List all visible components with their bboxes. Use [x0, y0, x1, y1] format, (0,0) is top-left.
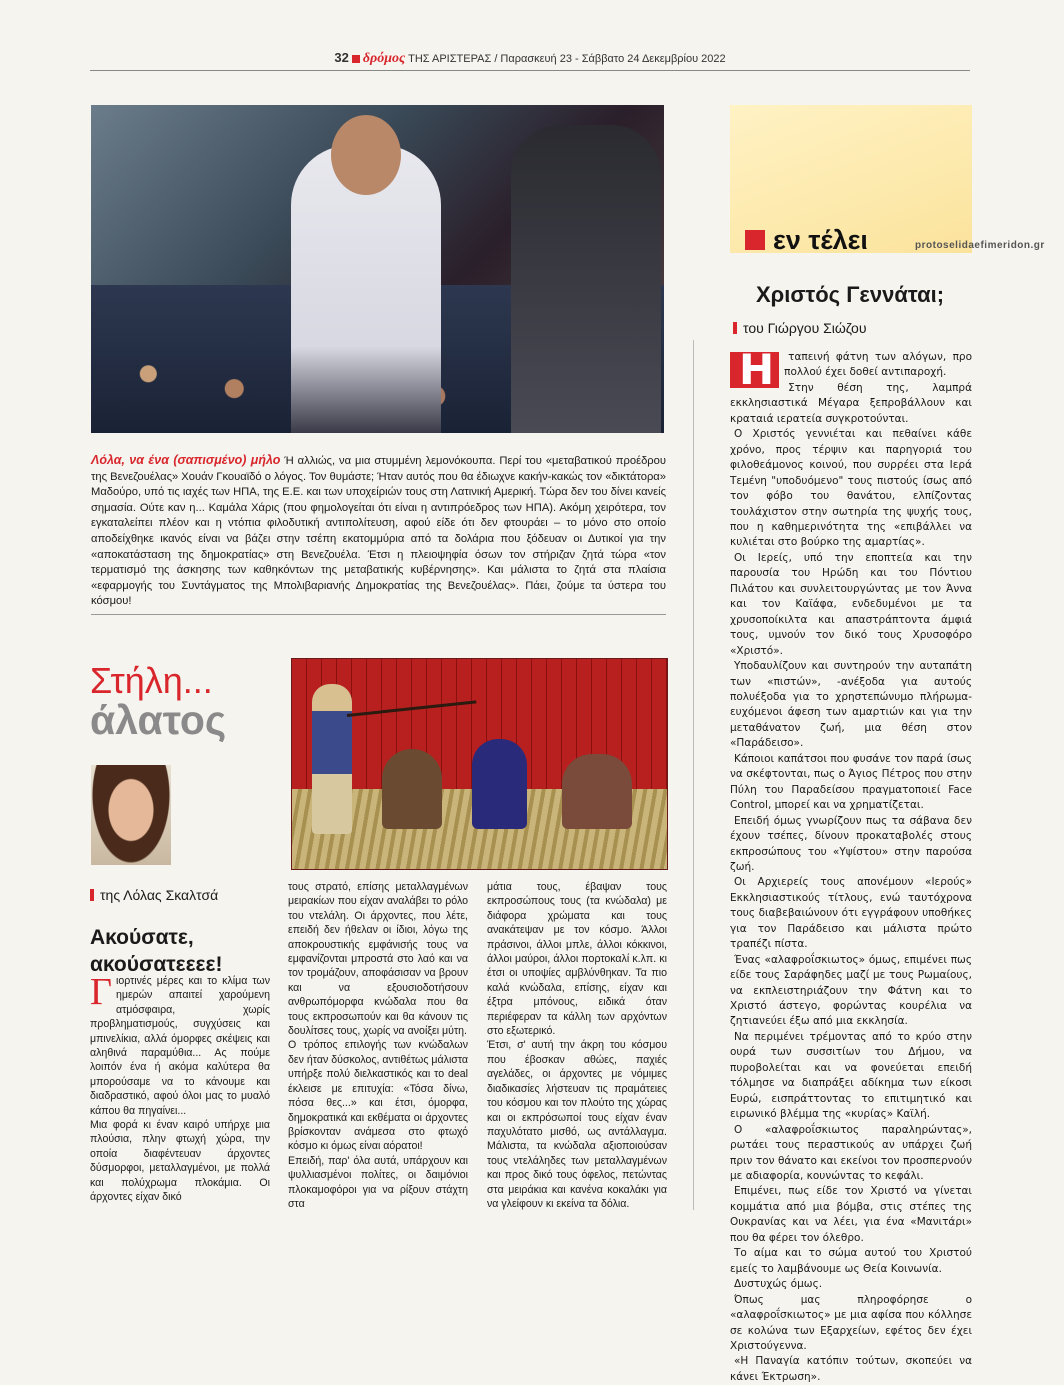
red-square-icon [745, 230, 765, 250]
photo-bystander [511, 125, 661, 433]
section-divider [91, 614, 666, 615]
paragraph: Στην θέση της, λαμπρά εκκλησιαστικά Μέγαρα ξεπροβάλλουν και κραταιά ιερατεία συγκροτούνται. [730, 381, 972, 425]
painting-rod [347, 700, 477, 717]
caption-text: Ή αλλιώς, να μια στυμμένη λεμονόκουπα. Περί του «μεταβατικού προέδρου της Βενεζουέλας» Χουάν Γκουαϊδό ο λόγος. Τον θυμάστε; Ήταν αυτός που θα έδιωχνε κακήν-κακώς τον «δικτάτορα» Μαδούρο, υπό τις ιαχές των ΗΠΑ, της Ε.Ε. και των υποχείριών τους στη Λατινική Αμερική. Τώρα δεν του δίνει κανείς σημασία. Ούτε καν η... Καμάλα Χάρις (που φημολογείται ότι είναι η αντιπρόεδρος των ΗΠΑ). Ακόμη χειρότερα, τον εγκαταλείπει πλέον και η ντόπια φιλοδυτική αντιπολίτευση, αφού είδε ότι δεν φτουράει – το μόνο στο οποίο αποδείχθηκε ικανός είναι να βάζει στην τσέπη εκατομμύρια από τα δολάρια που ξόδευαν οι Δυτικοί για την «αποκατάσταση της δημοκρατίας» στη Βενεζουέλα. Έτσι η πλειοψηφία όσων τον στήριζαν ζητά τώρα «τον τερματισμό της άσκησης των καθηκόντων της μεταβατικής κυβέρνησης». Και μάλιστα το ζητά στα πλαίσια «εφαρμογής του Συντάγματος της Μπολιβαριανής Δημοκρατίας της Βενεζουέλας». Πάει, ζούμε τα ύστερα του κόσμου! [91, 455, 667, 608]
photo-caption [91, 453, 666, 610]
paragraph: ταπεινή φάτνη των αλόγων, προ πολλού έχει δοθεί αντιπαροχή. [784, 351, 972, 379]
article-column-c [487, 880, 667, 1211]
paragraph: Ένας «αλαφροΐσκιωτος» όμως, επιμένει πως είδε τους Σαράφηδες μαζί με τους Ρωμαίους, να εκπλειστηριάζουν την Φάτνη και το Χριστό άστεγο, φορώντας κουρέλια να ζητιανεύει έξω από μια εκκλησία. [730, 953, 972, 1028]
painting-overseer [312, 684, 352, 834]
column-name-bottom: άλατος [90, 697, 227, 743]
paragraph: Κάποιοι καπάτσοι που φυσάνε τον παρά ίσως να σκέφτονται, πως ο Άγιος Πέτρος που στην Πύλη του Παραδείσου πραγματοποιεί Face Control, μπορεί και να χρηματίζεται. [730, 752, 972, 812]
column-text: μάτια τους, έβαψαν τους εκπροσώπους τους (τα κνώδαλα) με διάφορα χρώματα και τους ανακάτεψαν με τον κόσμο. Άλλοι πράσινοι, άλλοι μπλε, άλλοι κόκκινοι, άλλοι μαύροι, άλλοι πορτοκαλί κ.λπ. κι έτσι οι υποψίες αμβλύνθηκαν. Τα πιο καλά κνώδαλα, επίσης, είχαν και έξτρα μπόνους, ειδικά όταν περιέφεραν τα κάλλη των αρχόντων στο εξωτερικό. Έτσι, σ' αυτή την άκρη του κόσμου που έβοσκαν αθώες, παχιές αγελάδες, οι άρχοντες με νόμιμες διαδικασίες λήστευαν τις πραμάτειες του κόσμου και τον πλούτο της χώρας και οι εκπρόσωποί τους είχαν έναν παχυλότατο μισθό, ως αντάλλαγμα. Μάλιστα, τα κνώδαλα αξιοποιούσαν τους ντελάληδες των μεταλλαγμένων και προς δικό τους όφελος, πετώντας στα μειράκια και κανένα κοκαλάκι για να γλείφουν κι εκείνα τα δόλια. [487, 881, 667, 1210]
author-right [733, 320, 866, 336]
caption-lead: Λόλα, να ένα (σαπισμένο) μήλο [91, 453, 281, 467]
column-name-top: Στήλη... [90, 660, 213, 701]
section-label [745, 225, 868, 256]
red-square-icon [352, 55, 360, 63]
column-text: ιορτινές μέρες και το κλίμα των ημερών απαιτεί χαρούμενη ατμόσφαιρα, χωρίς προβληματισμούς, συγχύσεις και μπινελίκια, αλλά όμορφες σκέψεις και αληθινά παραμύθια... Ας πούμε λοιπόν ένα ή ακόμα καλύτερα θα μπορούσαμε να το κάνουμε και διαδραστικό, αφού όλοι μας το μυαλό κάπου θα πηγαίνει... Μια φορά κι έναν καιρό υπήρχε μια πλούσια, πλην φτωχή χώρα, την οποία διαφέντευαν άρχοντες δύσμορφοι, μεταλλαγμένοι, με πολλά και πολύχρωμα πλοκάμια. Οι άρχοντες είχαν δικό [90, 975, 270, 1204]
paragraph: Το αίμα και το σώμα αυτού του Χριστού εμείς το λαμβάνουμε ως Θεία Κοινωνία. [730, 1247, 972, 1275]
article-body-right [730, 345, 972, 1385]
author-left-name: της Λόλας Σκαλτσά [100, 887, 219, 903]
column-text: τους στρατό, επίσης μεταλλαγμένων μειρακίων που είχαν αναλάβει το ρόλο του ντελάλη. Οι άρχοντες, που λέτε, επειδή δεν ήθελαν οι ίδιοι, λόγω της αποκρουστικής εμφάνισής τους να εμφανίζονται μπροστά στο λαό και να τον τρομάζουν, αποφάσισαν να βρουν και να εξουσιοδοτήσουν ανθρωπόμορφα κνώδαλα που θα τους εκπροσωπούν και θα κάνουν τις δουλίτσες τους, χωρίς να ανοίξει μύτη. Ο τρόπος επιλογής των κνώδαλων δεν ήταν δύσκολος, αντιθέτως μάλιστα υπήρξε πολύ διελκαστικός και το deal έκλεισε με επιτυχία: «Τόσα δίνω, πόσα θες...» και έτσι, όμορφα, δημοκρατικά και εκθέματα οι άρχοντες βρίσκονταν ανάμεσα στο φτωχό κόσμο κι όμως είναι αόρατοι! Επειδή, παρ' όλα αυτά, υπάρχουν και ψυλλιασμένοι πολίτες, οι δαιμόνιοι πλοκαμοφόροι για να ρίξουν στάχτη στα [288, 881, 468, 1210]
paragraph: «Η Παναγία κατόπιν τούτων, σκοπεύει να κάνει Έκτρωση». [730, 1355, 972, 1383]
issue-date: / Παρασκευή 23 - Σάββατο 24 Δεκεμβρίου 2022 [494, 53, 726, 65]
article-column-b [288, 880, 468, 1211]
paragraph: Οι Ιερείς, υπό την εποπτεία και την παρουσία του Ηρώδη και του Πόντιου Πιλάτου και συνλειτουργώντας με τον Άννα και τον Καϊάφα, ενδεδυμένοι με τα χρυσοποίκιλτα και απαστράπτοντα άμφιά τους, υμνούν τον δικό τους Χρυσοφόρο «Χριστό». [730, 551, 972, 657]
paragraph: Όπως μας πληροφόρησε ο «αλαφροΐσκιωτος» με μια αφίσα που κόλλησε σε κολώνα των Εξαρχείων, εφέτος δεν έχει Χριστούγεννα. [730, 1293, 972, 1352]
page-header [90, 50, 970, 72]
painting-reaper [472, 739, 527, 829]
column-divider [693, 340, 694, 1210]
paragraph: Επιμένει, πως είδε τον Χριστό να γίνεται κομμάτια από μια βόμβα, στις στέπες της Ουκρανίας και να λέει, για ένα «Μανιτάρι» που θα φέρει τον όλεθρο. [730, 1185, 972, 1244]
paragraph: Δυστυχώς όμως. [734, 1278, 823, 1291]
red-bar-icon [733, 322, 737, 334]
red-bar-icon [90, 889, 94, 901]
brand-rest: ΤΗΣ ΑΡΙΣΤΕΡΑΣ [408, 53, 492, 65]
medieval-illustration [291, 658, 668, 870]
watermark: protoselidaefimeridon.gr [915, 240, 1045, 251]
header-rule [90, 70, 970, 71]
author-right-name: του Γιώργου Σιώζου [743, 320, 867, 336]
article-title-left: Ακούσατε, ακούσατεεεε! [90, 926, 223, 976]
paragraph: Να περιμένει τρέμοντας από το κρύο στην ουρά των συσσιτίων του Δήμου, να πυροβολείται και να φονεύεται επειδή τόλμησε να διαπράξει αδίκημα των είκοσι Ευρώ, εισπράττοντας το επιτιμητικό και ειρωνικό βλέμμα της «κυρίας» Καϊλή. [730, 1030, 972, 1121]
drop-cap: Η [730, 352, 779, 388]
paragraph: Οι Αρχιερείς τους απονέμουν «Ιερούς» Εκκλησιαστικούς τίτλους, ενώ ταυτόχρονα τους διαβεβαιώνουν ότι εγγράφουν υποθήκες για τον Παράδεισο και μάλιστα πρώτο τραπέζι πίστα. [730, 876, 972, 951]
paragraph: Ο Χριστός γεννιέται και πεθαίνει κάθε χρόνο, προς τέρψιν και παρηγοριά του φιλοθεάμονος κοινού, που συρρέει στα Ιερά Τεμένη "υποδυόμενο" τους πιστούς ίσως από τον φόβο του θανάτου, ελπίζοντας τουλάχιστον στην σωτηρία της ψυχής τους, που η καθημερινότητα της «επιβάλλει να κυλιέται στο βούρκο της αμαρτίας». [730, 428, 972, 549]
article-column-a [90, 971, 270, 1205]
painting-reaper [382, 749, 442, 829]
brand-name: δρόμος [362, 51, 406, 66]
drop-cap: Γ [90, 971, 112, 1013]
paragraph: Επειδή όμως γνωρίζουν πως τα σάβανα δεν έχουν τσέπες, δίνουν προκαταβολές στους εκπροσώπους του «Υψίστου» στην παρούσα ζωή. [730, 814, 972, 873]
article-title-right: Χριστός Γεννάται; [755, 282, 945, 307]
author-left [90, 887, 218, 903]
painting-reaper [562, 754, 632, 829]
paragraph: Ο «αλαφροΐσκιωτος παραληρώντας», ρωτάει τους περαστικούς αν υπάρχει ζωή πριν τον θάνατο και εκείνοι τον προσπερνούν με αδιαφορία, κουνώντας το κεφάλι. [730, 1123, 972, 1183]
news-photo [91, 105, 664, 433]
paragraph: Υποδαυλίζουν και συντηρούν την αυταπάτη των «πιστών», -ανέξοδα για αυτούς πολυέξοδα για το χρηστεπώνυμο πλήρωμα- ευχόμενοι άφεση των αμαρτιών και για την μεταθάνατον ζωή, μια θέση στον «Παράδεισο». [730, 660, 972, 750]
author-portrait [91, 765, 171, 865]
page-number: 32 [334, 50, 349, 65]
section-label-text: εν τέλει [773, 225, 868, 255]
photo-speaker-head [331, 115, 401, 195]
